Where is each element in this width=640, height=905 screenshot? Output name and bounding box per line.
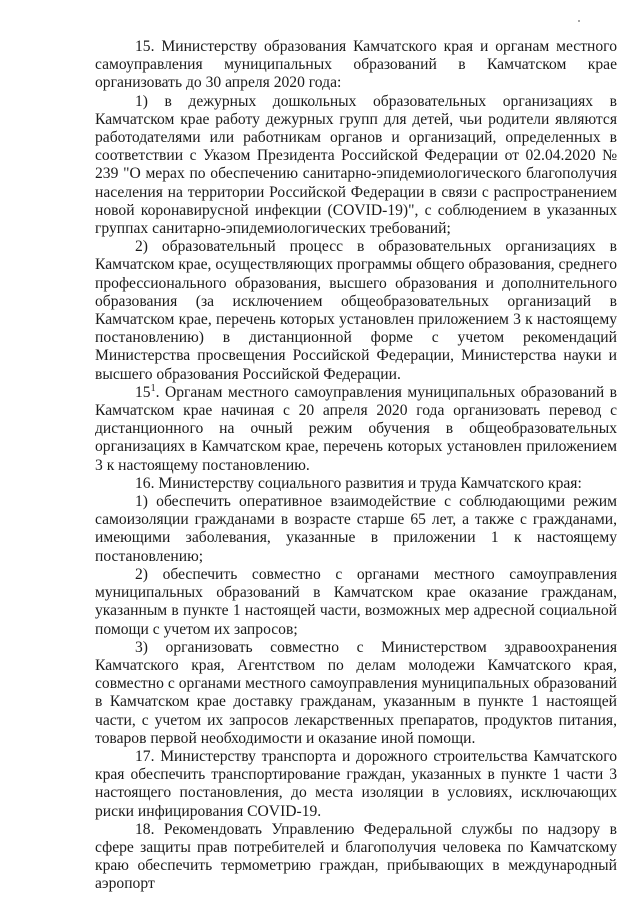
paragraph-15-1	[95, 384, 617, 475]
paragraph-16-item-2: 2) обеспечить совместно с органами местного самоуправления муниципальных образований в Камчатском крае оказание гражданам, указанным в пункте 1 настоящей части, возможных мер адресной социальной помощи с учетом их запросов;	[95, 565, 617, 638]
paragraph-16-item-1: 1) обеспечить оперативное взаимодействие с соблюдающими режим самоизоляции гражданами в возрасте старше 65 лет, а также с гражданами, имеющими заболевания, указанные в приложении 1 к настоящему постановлению;	[95, 493, 617, 565]
document-body	[95, 38, 617, 894]
paragraph-text: . Органам местного самоуправления муниципальных образований в Камчатском крае начиная с 20 апреля 2020 года организовать перевод с дистанционного на очный режим обучения в общеобразовательных организациях в Камчатском крае, перечень которых установлен приложением 3 к настоящему постановлению.	[95, 383, 617, 474]
paragraph-number: 15	[135, 383, 151, 401]
paragraph-15: 15. Министерству образования Камчатского края и органам местного самоуправления муниципальных образований в Камчатском крае организовать до 30 апреля 2020 года:	[95, 38, 617, 92]
paragraph-superscript: 1	[150, 382, 156, 394]
paragraph-16-item-3: 3) организовать совместно с Министерством здравоохранения Камчатского края, Агентством по делам молодежи Камчатского края, совместно с органами местного самоуправления муниципальных образований в Камчатском крае доставку гражданам, указанным в пункте 1 настоящей части, с учетом их запросов лекарственных препаратов, продуктов питания, товаров первой необходимости и оказание иной помощи.	[95, 638, 617, 747]
paragraph-17: 17. Министерству транспорта и дорожного строительства Камчатского края обеспечить транспортирование граждан, указанных в пункте 1 части 3 настоящего постановления, до места изоляции в условиях, исключающих риски инфицирования COVID-19.	[95, 747, 617, 820]
paragraph-15-item-2: 2) образовательный процесс в образовательных организациях в Камчатском крае, осуществляющих программы общего образования, среднего профессионального образования, высшего образования и дополнительного образования (за исключением общеобразовательных организаций в Камчатском крае, перечень которых установлен приложением 3 к настоящему постановлению) в дистанционной форме с учетом рекомендаций Министерства просвещения Российской Федерации, Министерства науки и высшего образования Российской Федерации.	[95, 238, 617, 383]
paragraph-16: 16. Министерству социального развития и труда Камчатского края:	[135, 474, 582, 492]
paragraph-18: 18. Рекомендовать Управлению Федеральной службы по надзору в сфере защиты прав потребителей и благополучия человека по Камчатскому краю обеспечить термометрию граждан, прибывающих в международный аэропорт	[95, 820, 617, 893]
page-mark	[578, 20, 580, 22]
paragraph-15-item-1: 1) в дежурных дошкольных образовательных организациях в Камчатском крае работу дежурных групп для детей, чьи родители являются работодателями или работникам органов и организаций, определенных в соответствии с Указом Президента Российской Федерации от 02.04.2020 № 239 "О мерах по обеспечению санитарно-эпидемиологического благополучия населения на территории Российской Федерации в связи с распространением новой коронавирусной инфекции (COVID-19)", с соблюдением в указанных группах санитарно-эпидемиологических требований;	[95, 92, 617, 238]
